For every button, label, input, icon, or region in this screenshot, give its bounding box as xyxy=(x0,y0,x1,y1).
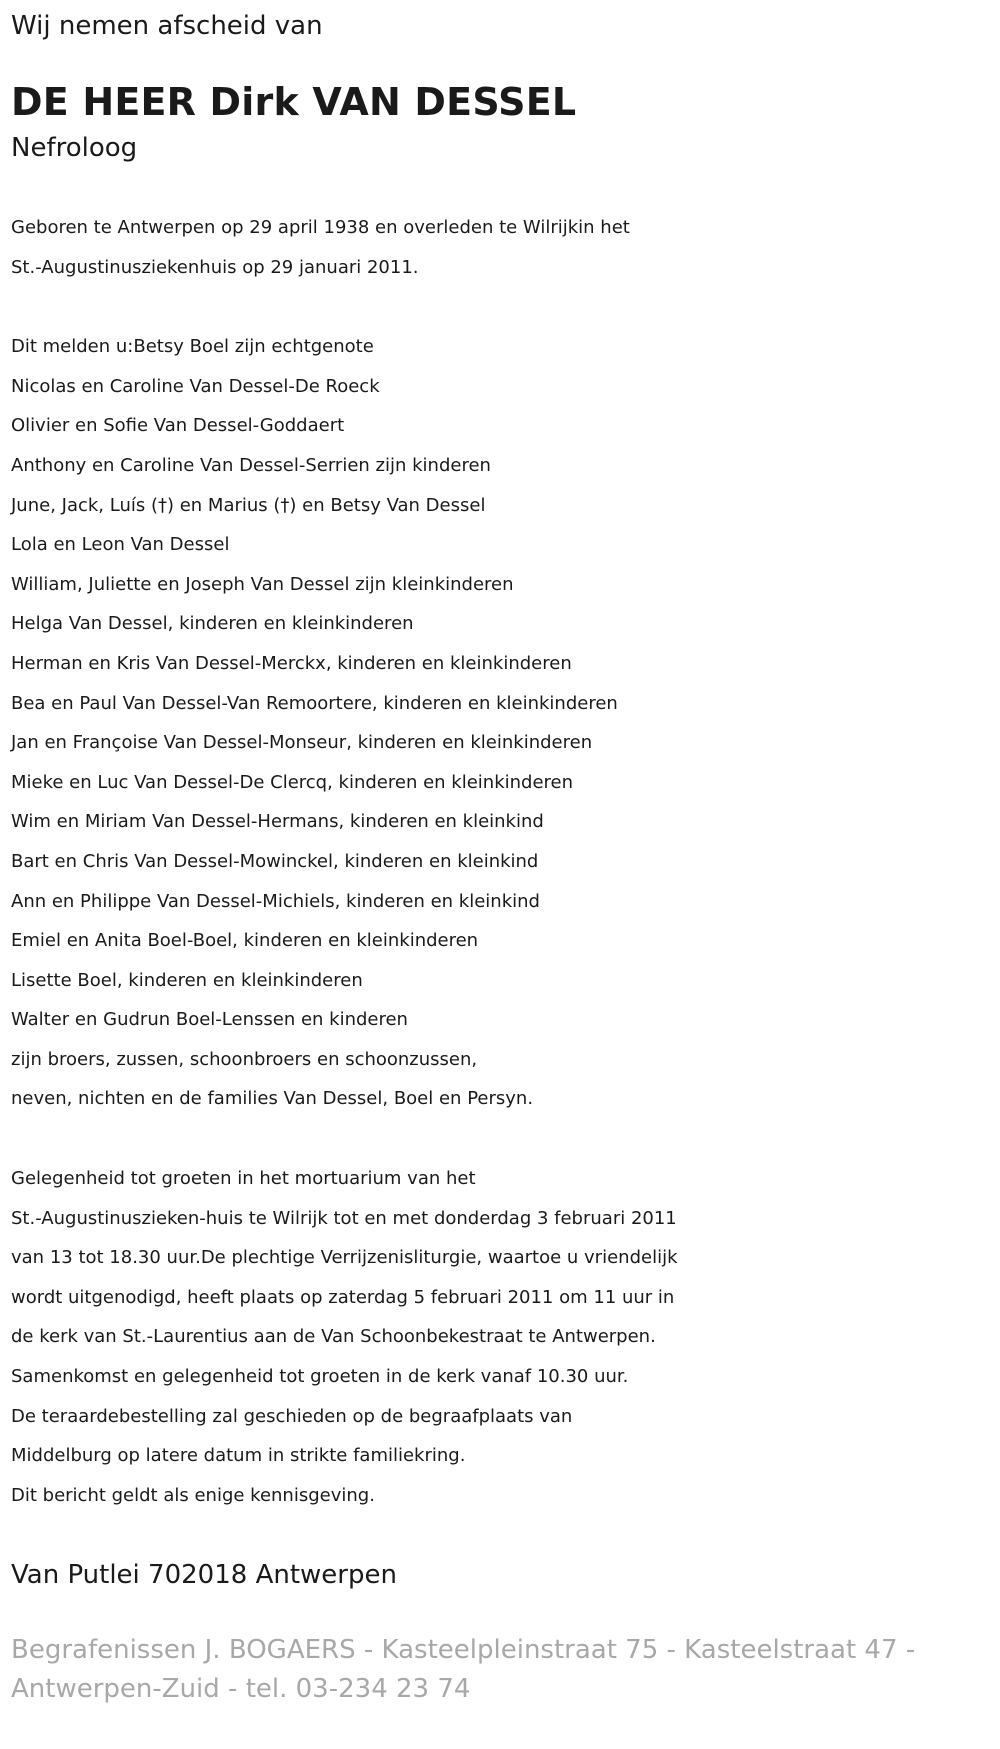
family-line: neven, nichten en de families Van Dessel, Boel en Persyn. xyxy=(11,1088,534,1110)
family-line: Lola en Leon Van Dessel xyxy=(11,534,230,556)
ceremony-line: van 13 tot 18.30 uur.De plechtige Verrijzenisliturgie, waartoe u vriendelijk xyxy=(11,1247,678,1269)
birth-death-line: St.-Augustinusziekenhuis op 29 januari 2011. xyxy=(11,256,419,278)
family-line: Anthony en Caroline Van Dessel-Serrien zijn kinderen xyxy=(11,454,491,476)
family-line: Walter en Gudrun Boel-Lenssen en kinderen xyxy=(11,1009,408,1031)
profession: Nefroloog xyxy=(11,133,138,163)
ceremony-line: de kerk van St.-Laurentius aan de Van Schoonbekestraat te Antwerpen. xyxy=(11,1326,656,1348)
family-line: Bart en Chris Van Dessel-Mowinckel, kinderen en kleinkind xyxy=(11,850,539,872)
ceremony-paragraph xyxy=(11,1159,1000,1515)
ceremony-line: Gelegenheid tot groeten in het mortuarium van het xyxy=(11,1168,476,1190)
ceremony-line: wordt uitgenodigd, heeft plaats op zaterdag 5 februari 2011 om 11 uur in xyxy=(11,1286,675,1308)
deceased-name: DE HEER Dirk VAN DESSEL xyxy=(11,80,577,124)
family-line: Bea en Paul Van Dessel-Van Remoortere, kinderen en kleinkinderen xyxy=(11,692,618,714)
family-line: Nicolas en Caroline Van Dessel-De Roeck xyxy=(11,375,380,397)
ceremony-line: Samenkomst en gelegenheid tot groeten in de kerk vanaf 10.30 uur. xyxy=(11,1366,629,1388)
family-line: Dit melden u:Betsy Boel zijn echtgenote xyxy=(11,336,374,358)
ceremony-line: Middelburg op latere datum in strikte familiekring. xyxy=(11,1445,466,1467)
ceremony-line: St.-Augustinuszieken-huis te Wilrijk tot en met donderdag 3 februari 2011 xyxy=(11,1207,677,1229)
family-line: June, Jack, Luís (†) en Marius (†) en Betsy Van Dessel xyxy=(11,494,486,516)
family-line: Ann en Philippe Van Dessel-Michiels, kinderen en kleinkind xyxy=(11,890,540,912)
family-line: Herman en Kris Van Dessel-Merckx, kinderen en kleinkinderen xyxy=(11,652,572,674)
intro-text: Wij nemen afscheid van xyxy=(11,11,323,41)
family-line: Wim en Miriam Van Dessel-Hermans, kinderen en kleinkind xyxy=(11,811,544,833)
birth-death-paragraph xyxy=(11,208,1000,287)
ceremony-line: De teraardebestelling zal geschieden op de begraafplaats van xyxy=(11,1405,573,1427)
family-line: Olivier en Sofie Van Dessel-Goddaert xyxy=(11,415,345,437)
ceremony-line: Dit bericht geldt als enige kennisgeving. xyxy=(11,1484,375,1506)
family-line: Emiel en Anita Boel-Boel, kinderen en kleinkinderen xyxy=(11,930,479,952)
birth-death-line: Geboren te Antwerpen op 29 april 1938 en overleden te Wilrijkin het xyxy=(11,217,630,238)
family-line: zijn broers, zussen, schoonbroers en schoonzussen, xyxy=(11,1048,478,1070)
undertaker-info: Begrafenissen J. BOGAERS - Kasteelpleinstraat 75 - Kasteelstraat 47 - Antwerpen-Zuid - tel. 03-234 23 74 xyxy=(11,1635,916,1705)
family-line: Mieke en Luc Van Dessel-De Clercq, kinderen en kleinkinderen xyxy=(11,771,574,793)
family-line: William, Juliette en Joseph Van Dessel zijn kleinkinderen xyxy=(11,573,514,595)
family-list xyxy=(11,327,1000,1119)
family-line: Helga Van Dessel, kinderen en kleinkinderen xyxy=(11,613,414,635)
address: Van Putlei 702018 Antwerpen xyxy=(11,1560,397,1591)
family-line: Jan en Françoise Van Dessel-Monseur, kinderen en kleinkinderen xyxy=(11,732,593,754)
family-line: Lisette Boel, kinderen en kleinkinderen xyxy=(11,969,363,991)
